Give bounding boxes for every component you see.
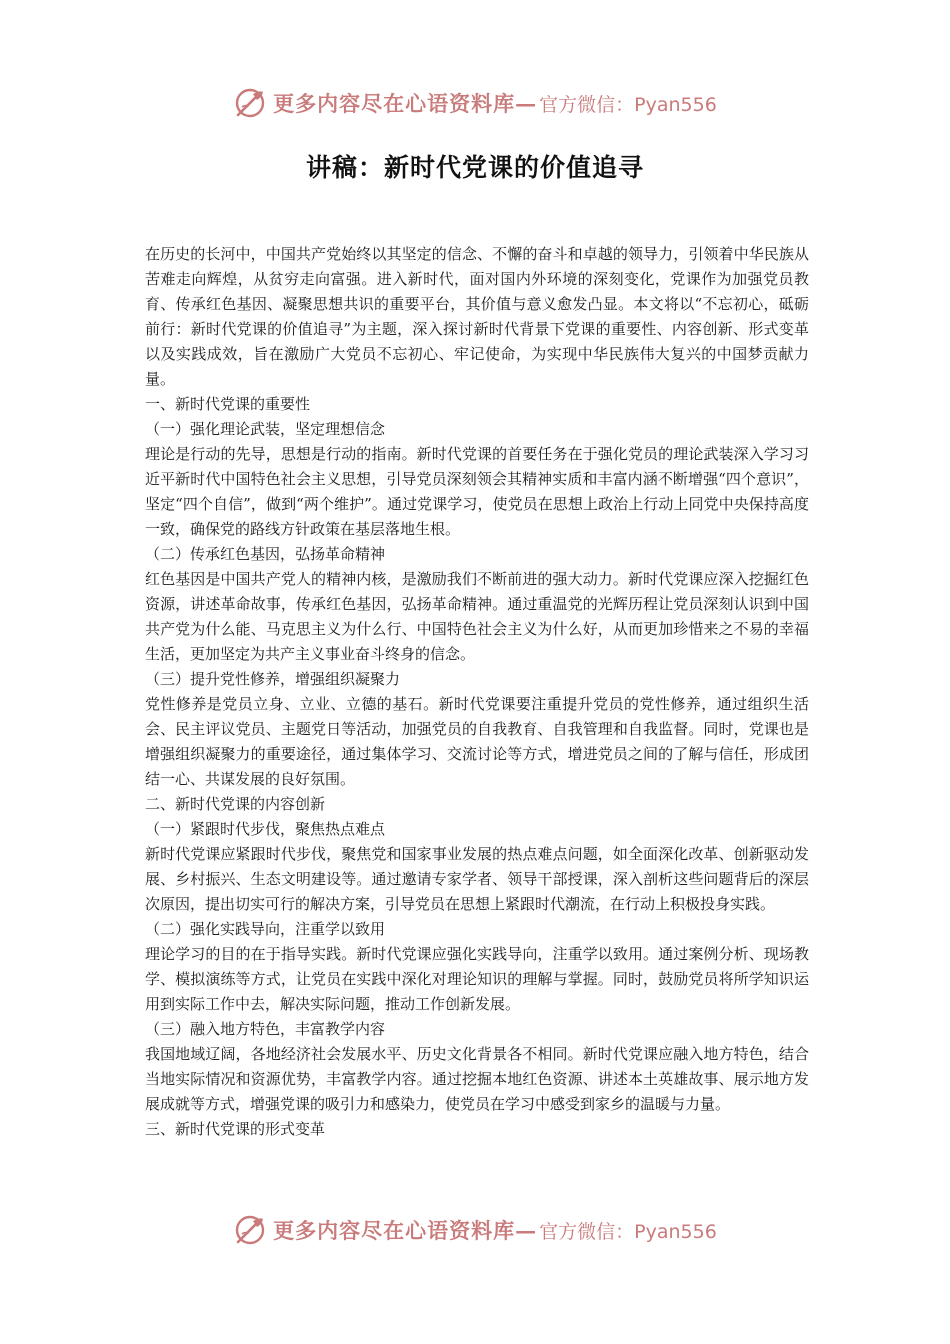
pen-logo-icon	[233, 1213, 267, 1247]
banner-dash: —	[515, 90, 538, 116]
section-heading: 二、新时代党课的内容创新	[145, 795, 326, 813]
banner-wechat-text: 官方微信：Pyan556	[539, 1220, 717, 1243]
section-heading: 三、新时代党课的形式变革	[145, 1120, 326, 1138]
pen-logo-icon	[233, 86, 267, 120]
banner-main-text: 更多内容尽在心语资料库	[273, 91, 516, 116]
subsection-heading: （一）紧跟时代步伐，聚焦热点难点	[145, 820, 386, 838]
page-title: 讲稿：新时代党课的价值追寻	[305, 153, 644, 182]
banner-dash: —	[515, 1217, 538, 1243]
header-banner	[0, 83, 950, 123]
document-body	[145, 242, 809, 1142]
footer-banner	[0, 1210, 950, 1250]
body-paragraph: 理论学习的目的在于指导实践。新时代党课应强化实践导向，注重学以致用。通过案例分析、现场教学、模拟演练等方式，让党员在实践中深化对理论知识的理解与掌握。同时，鼓励党员将所学知识运用到实际工作中去，解决实际问题，推动工作创新发展。	[145, 945, 809, 1013]
intro-paragraph: 在历史的长河中，中国共产党始终以其坚定的信念、不懈的奋斗和卓越的领导力，引领着中华民族从苦难走向辉煌，从贫穷走向富强。进入新时代，面对国内外环境的深刻变化，党课作为加强党员教育、传承红色基因、凝聚思想共识的重要平台，其价值与意义愈发凸显。本文将以“不忘初心，砥砺前行：新时代党课的价值追寻”为主题，深入探讨新时代背景下党课的重要性、内容创新、形式变革以及实践成效，旨在激励广大党员不忘初心、牢记使命，为实现中华民族伟大复兴的中国梦贡献力量。	[145, 245, 809, 388]
body-paragraph: 我国地域辽阔，各地经济社会发展水平、历史文化背景各不相同。新时代党课应融入地方特色，结合当地实际情况和资源优势，丰富教学内容。通过挖掘本地红色资源、讲述本土英雄故事、展示地方发展成就等方式，增强党课的吸引力和感染力，使党员在学习中感受到家乡的温暖与力量。	[145, 1045, 809, 1113]
section-heading: 一、新时代党课的重要性	[145, 395, 311, 413]
subsection-heading: （一）强化理论武装，坚定理想信念	[145, 420, 386, 438]
subsection-heading: （二）传承红色基因，弘扬革命精神	[145, 545, 386, 563]
subsection-heading: （三）提升党性修养，增强组织凝聚力	[145, 670, 401, 688]
body-paragraph: 理论是行动的先导，思想是行动的指南。新时代党课的首要任务在于强化党员的理论武装深入学习习近平新时代中国特色社会主义思想，引导党员深刻领会其精神实质和丰富内涵不断增强“四个意识”，坚定“四个自信”，做到“两个维护”。通过党课学习，使党员在思想上政治上行动上同党中央保持高度一致，确保党的路线方针政策在基层落地生根。	[145, 445, 809, 538]
body-paragraph: 红色基因是中国共产党人的精神内核，是激励我们不断前进的强大动力。新时代党课应深入挖掘红色资源，讲述革命故事，传承红色基因，弘扬革命精神。通过重温党的光辉历程让党员深刻认识到中国共产党为什么能、马克思主义为什么行、中国特色社会主义为什么好，从而更加珍惜来之不易的幸福生活，更加坚定为共产主义事业奋斗终身的信念。	[145, 570, 809, 663]
subsection-heading: （二）强化实践导向，注重学以致用	[145, 920, 386, 938]
banner-main-text: 更多内容尽在心语资料库	[273, 1218, 516, 1243]
body-paragraph: 新时代党课应紧跟时代步伐，聚焦党和国家事业发展的热点难点问题，如全面深化改革、创新驱动发展、乡村振兴、生态文明建设等。通过邀请专家学者、领导干部授课，深入剖析这些问题背后的深层次原因，提出切实可行的解决方案，引导党员在思想上紧跟时代潮流，在行动上积极投身实践。	[145, 845, 809, 913]
body-paragraph: 党性修养是党员立身、立业、立德的基石。新时代党课要注重提升党员的党性修养，通过组织生活会、民主评议党员、主题党日等活动，加强党员的自我教育、自我管理和自我监督。同时，党课也是增强组织凝聚力的重要途径，通过集体学习、交流讨论等方式，增进党员之间的了解与信任，形成团结一心、共谋发展的良好氛围。	[145, 695, 809, 788]
banner-wechat-text: 官方微信：Pyan556	[539, 93, 717, 116]
subsection-heading: （三）融入地方特色，丰富教学内容	[145, 1020, 386, 1038]
